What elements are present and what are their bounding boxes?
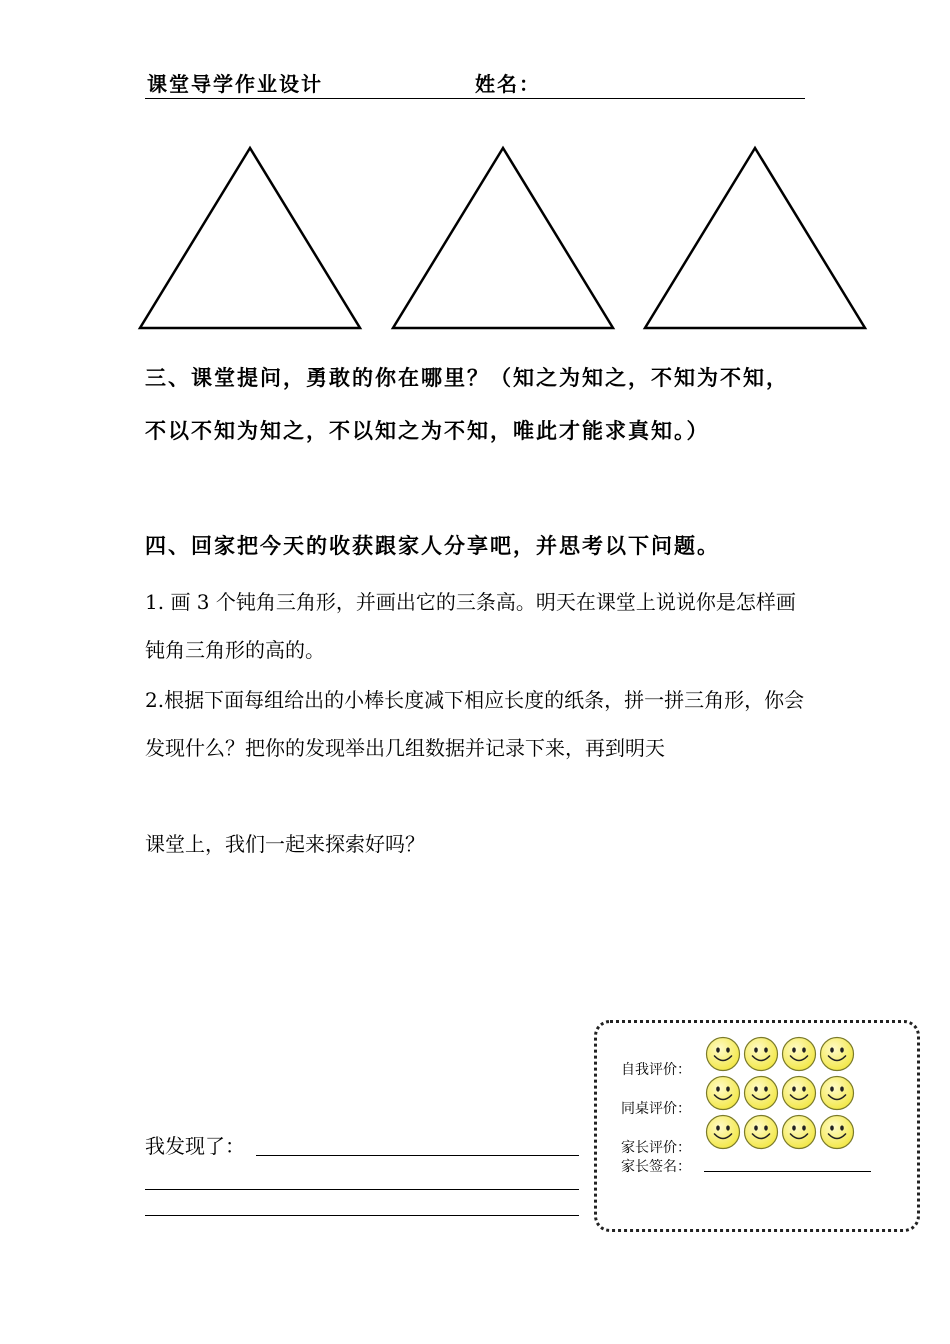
smiley-face-icon[interactable] xyxy=(819,1036,855,1072)
parent-evaluation-label: 家长评价： xyxy=(621,1140,691,1156)
section-4-heading: 四、回家把今天的收获跟家人分享吧，并思考以下问题。 xyxy=(145,534,720,558)
found-label: 我发现了： xyxy=(145,1134,245,1158)
deskmate-evaluation-label: 同桌评价： xyxy=(621,1101,691,1117)
smiley-face-icon[interactable] xyxy=(743,1114,779,1150)
triangle-1 xyxy=(140,148,360,328)
homework-item-2: 2.根据下面每组给出的小棒长度减下相应长度的纸条，拼一拼三角形，你会发现什么？把你的发现举出几组数据并记录下来，再到明天 xyxy=(145,688,805,760)
page-header xyxy=(145,66,805,99)
smiley-face-icon[interactable] xyxy=(743,1036,779,1072)
self-evaluation-label: 自我评价： xyxy=(621,1062,691,1078)
evaluation-box xyxy=(594,1020,920,1232)
worksheet-title: 课堂导学作业设计 xyxy=(147,72,323,96)
triangle-2 xyxy=(393,148,613,328)
deskmate-evaluation-smileys xyxy=(705,1075,857,1115)
self-evaluation-smileys xyxy=(705,1036,857,1076)
name-label: 姓名： xyxy=(475,72,541,96)
smiley-face-icon[interactable] xyxy=(781,1114,817,1150)
parent-signature-line[interactable] xyxy=(704,1171,871,1172)
triangle-drawings xyxy=(130,140,875,340)
smiley-face-icon[interactable] xyxy=(705,1114,741,1150)
smiley-face-icon[interactable] xyxy=(705,1036,741,1072)
homework-item-2-continued: 课堂上，我们一起来探索好吗？ xyxy=(145,832,425,856)
found-answer-line-2[interactable] xyxy=(145,1189,579,1190)
homework-item-1: 1. 画 3 个钝角三角形，并画出它的三条高。明天在课堂上说说你是怎样画钝角三角形的高的。 xyxy=(145,590,796,662)
smiley-face-icon[interactable] xyxy=(781,1075,817,1111)
triangle-3 xyxy=(645,148,865,328)
smiley-face-icon[interactable] xyxy=(743,1075,779,1111)
section-3-question: 三、课堂提问，勇敢的你在哪里？（知之为知之，不知为不知，不以不知为知之，不以知之为不知，唯此才能求真知。） xyxy=(145,366,789,443)
parent-signature-label: 家长签名： xyxy=(621,1159,691,1175)
smiley-face-icon[interactable] xyxy=(819,1075,855,1111)
found-answer-line-3[interactable] xyxy=(145,1215,579,1216)
smiley-face-icon[interactable] xyxy=(705,1075,741,1111)
smiley-face-icon[interactable] xyxy=(819,1114,855,1150)
found-answer-line-1[interactable] xyxy=(256,1155,579,1156)
parent-evaluation-smileys xyxy=(705,1114,857,1154)
smiley-face-icon[interactable] xyxy=(781,1036,817,1072)
